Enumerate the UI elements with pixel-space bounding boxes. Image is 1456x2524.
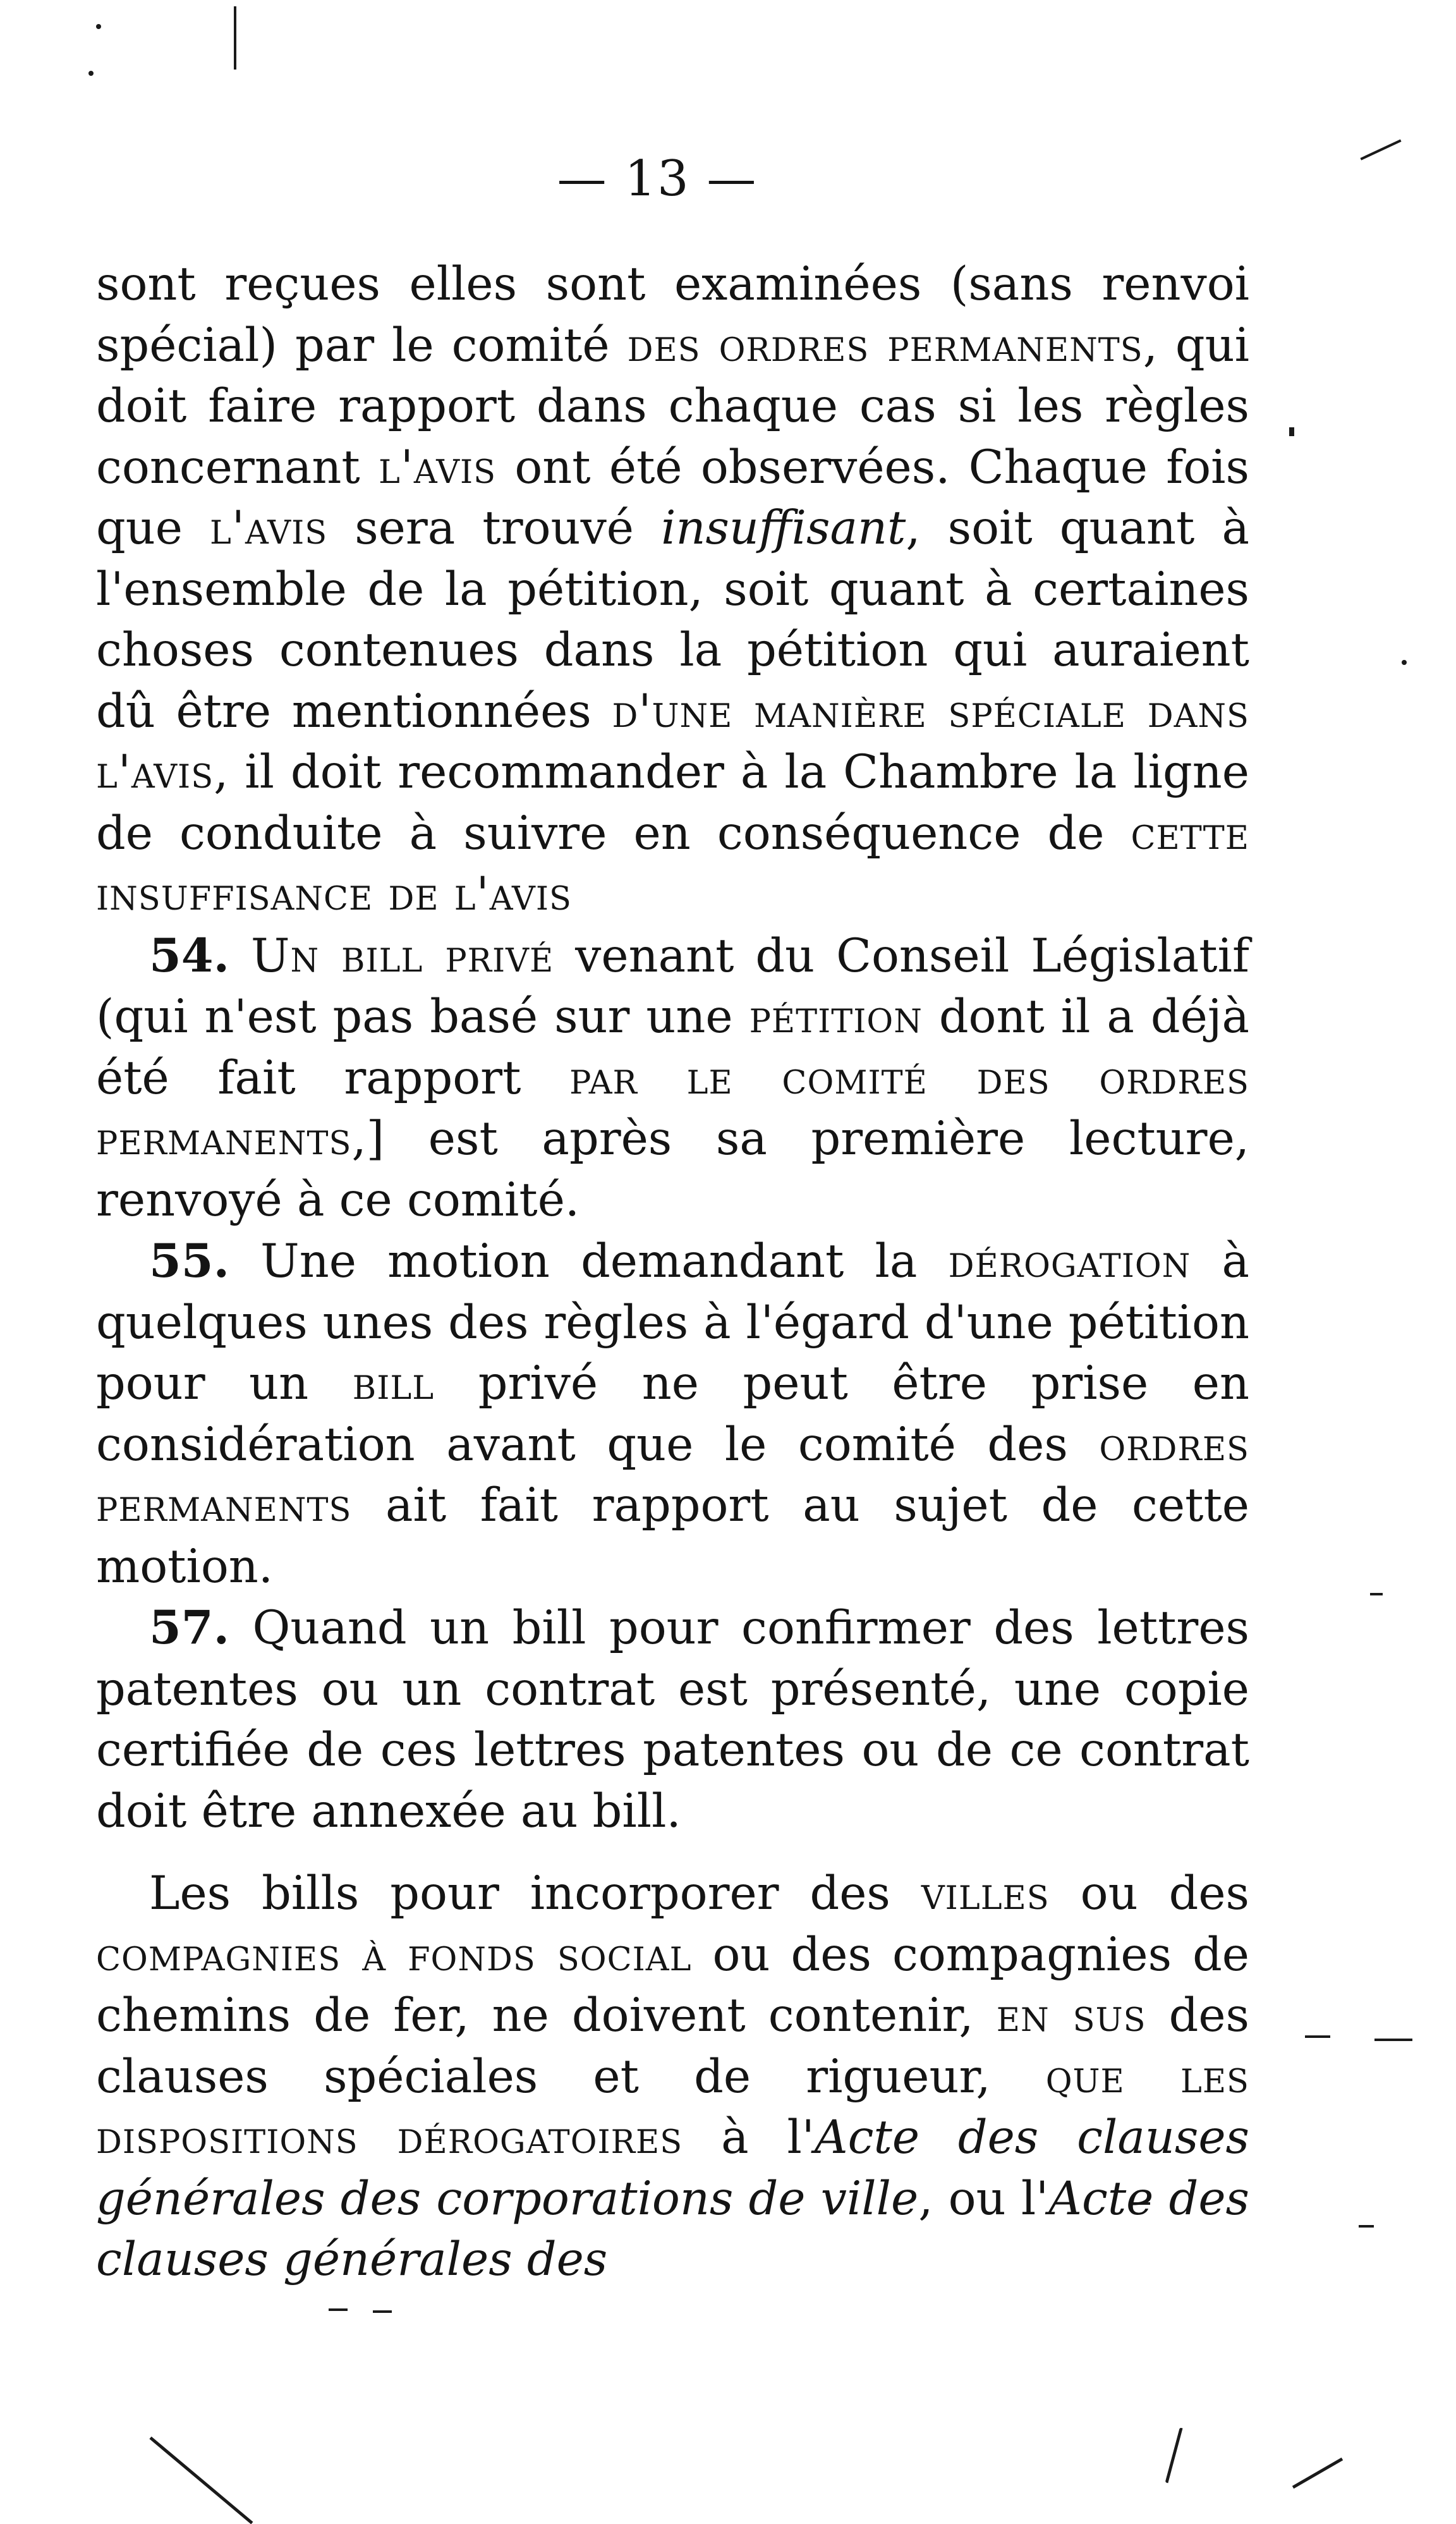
text-run: sont reçues elles sont examinées (sans renvoi spécial) par le comité [96, 257, 1249, 372]
small-caps-run: par le comité des ordres permanents [96, 1051, 1249, 1166]
text-run: ,] est après sa première lecture, renvoyé à ce comité. [96, 1112, 1249, 1227]
scan-speck [1289, 427, 1294, 436]
scan-speck [1359, 2225, 1374, 2228]
text-run: , qui doit faire rapport dans chaque cas si les règles concernant [96, 318, 1249, 494]
article-number: 57. [149, 1600, 230, 1655]
small-caps-run: des ordres permanents [627, 318, 1143, 372]
small-caps-run: Un bill privé [250, 929, 554, 983]
italic-run: insuffisant [661, 501, 906, 555]
text-run: ait fait rapport au sujet de cette motion. [96, 1478, 1249, 1594]
italic-run: Acte des clauses générales des corporations de ville [96, 2111, 1249, 2226]
scan-mark-bottom-right [1292, 2458, 1343, 2489]
scan-speck [1402, 660, 1407, 665]
article-number: 54. [149, 928, 230, 983]
scan-speck [1370, 1593, 1383, 1595]
paragraph-article-57 [96, 1597, 1249, 1842]
small-caps-run: que les dispositions dérogatoires [96, 2049, 1249, 2164]
scan-mark-top-line [234, 6, 236, 70]
text-run: dont il a déjà été fait rapport [96, 990, 1249, 1105]
small-caps-run: bill [352, 1356, 435, 1410]
scan-speck [373, 2310, 392, 2313]
text-run: à quelques unes des règles à l'égard d'une pétition pour un [96, 1235, 1249, 1410]
small-caps-run: villes [921, 1867, 1050, 1920]
text-run: venant du Conseil Législatif (qui n'est pas basé sur une [96, 929, 1250, 1044]
text-run: Les bills pour incorporer des [149, 1867, 921, 1920]
text-run: privé ne peut être prise en considération avant que le comité des [96, 1356, 1249, 1472]
text-run: ou des [1049, 1867, 1249, 1920]
small-caps-run: dérogation [948, 1235, 1191, 1288]
scan-speck [96, 24, 101, 29]
small-caps-run: ordres permanents [96, 1417, 1249, 1532]
article-number: 55. [149, 1234, 230, 1288]
text-run: , ou l' [918, 2171, 1049, 2226]
scan-speck [1305, 2035, 1330, 2038]
paragraph-continuation [96, 254, 1249, 925]
text-run: des clauses spéciales et de rigueur, [96, 1989, 1249, 2104]
text-run: à l' [682, 2111, 815, 2164]
text-run: , soit quant à l'ensemble de la pétition, soit quant à certaines choses contenues dans la pétition qui auraient dû être mentionnées [96, 501, 1249, 738]
body-text [96, 254, 1249, 2291]
small-caps-run: l'avis [378, 440, 497, 494]
page-number: — 13 — [557, 150, 758, 207]
small-caps-run: cette insuffisance de l'avis [96, 806, 1249, 921]
paragraph-article-54 [96, 925, 1249, 1231]
scan-mark-bottom-right-curve [1165, 2427, 1186, 2484]
text-run: Une motion demandant la [229, 1235, 949, 1288]
text-run: , il doit recommander à la Chambre la ligne de conduite à suivre en conséquence de [96, 745, 1249, 860]
text-run: ont été observées. Chaque fois que [96, 440, 1249, 555]
italic-run: Acte des clauses générales des [96, 2171, 1249, 2286]
scan-mark-bottom-left [149, 2437, 253, 2524]
small-caps-run: en sus [996, 1989, 1146, 2042]
small-caps-run: compagnies à fonds social [96, 1927, 692, 1982]
scan-speck [329, 2308, 348, 2311]
text-run: Quand un bill pour confirmer des lettres patentes ou un contrat est présenté, une copie certifiée de ces lettres patentes ou de ce contrat doit être annexée au bill. [96, 1601, 1249, 1838]
paragraph-article-55 [96, 1231, 1249, 1597]
scan-speck [88, 71, 94, 76]
small-caps-run: d'une manière spéciale dans l'avis [96, 684, 1249, 799]
small-caps-run: l'avis [210, 501, 328, 555]
scan-speck [1374, 2039, 1412, 2041]
text-run: ou des compagnies de chemins de fer, ne doivent contenir, [96, 1927, 1250, 2042]
paragraph-bills-incorporation [96, 1863, 1249, 2291]
text-run: sera trouvé [327, 501, 662, 555]
scan-mark-top-right [1360, 139, 1401, 160]
small-caps-run: pétition [749, 990, 923, 1044]
